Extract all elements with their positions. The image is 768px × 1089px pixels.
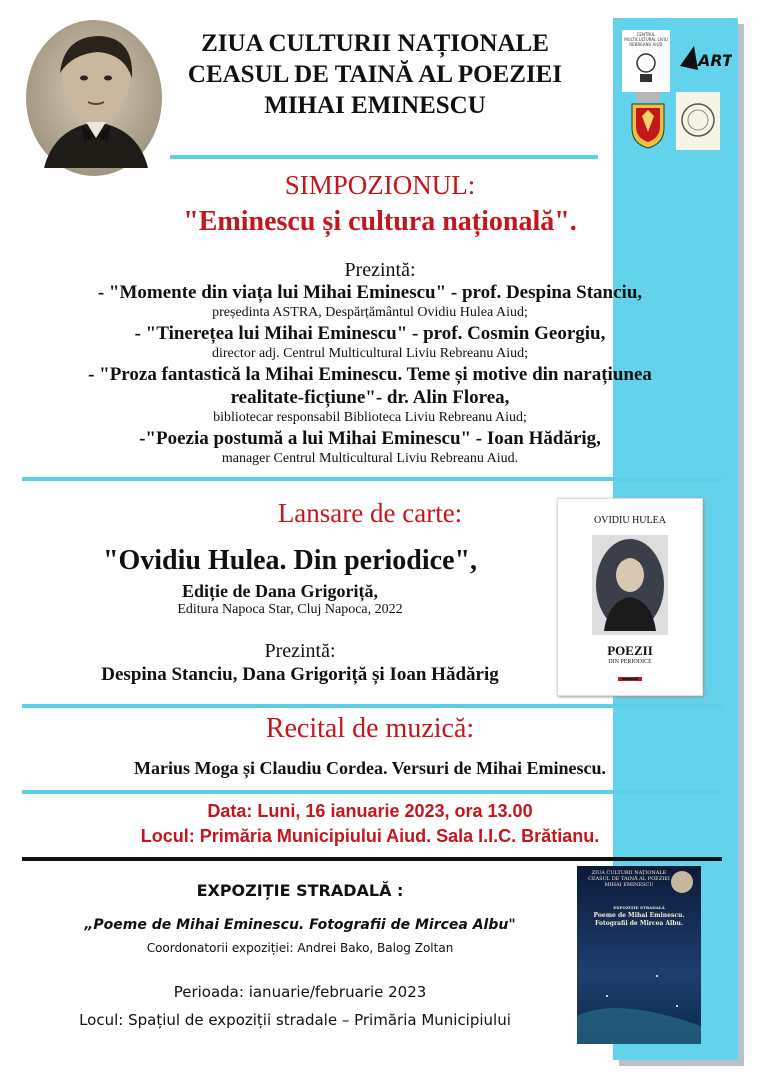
book-publisher: Editura Napoca Star, Cluj Napoca, 2022: [177, 602, 403, 617]
book-launch-heading: Lansare de carte:: [277, 498, 463, 528]
poster-line-2: CEASUL DE TAINĂ AL POEZIEI: [588, 876, 670, 882]
talk-3-title-cont: realitate-ficțiune"- dr. Alin Florea,: [230, 387, 510, 408]
book-title: "Ovidiu Hulea. Din periodice",: [102, 545, 478, 576]
book-cover-subtitle: DIN PERIODICE: [608, 659, 652, 665]
logo-text: CENTRUL MULTICULTURAL LIVIU REBREANU AIUD: [624, 32, 668, 47]
exhibition-title: „Poeme de Mihai Eminescu. Fotografii de Mircea Albu": [84, 917, 516, 933]
symposium-presents-label: Prezintă:: [344, 259, 416, 281]
poster-line-6: Fotografii de Mircea Albu.: [595, 920, 683, 927]
book-presents-label: Prezintă:: [264, 640, 336, 662]
poster-line-3: MIHAI EMINESCU: [604, 882, 654, 888]
divider-black: [22, 857, 722, 861]
divider: [22, 704, 722, 708]
astra-seal-icon: [676, 92, 720, 150]
symposium-heading: SIMPOZIONUL:: [284, 170, 476, 200]
coat-of-arms-icon: [628, 92, 668, 150]
exhibition-location: Locul: Spațiul de expoziții stradale – Primăria Municipiului: [79, 1011, 511, 1029]
divider: [22, 790, 722, 794]
art-logo-text: ART: [698, 51, 732, 70]
symposium-talks: [20, 281, 720, 468]
book-cover-portrait: [592, 535, 668, 635]
poster-line-1: ZIUA CULTURII NAȚIONALE: [591, 870, 667, 876]
talk-1-role: președinta ASTRA, Despărțământul Ovidiu Hulea Aiud;: [212, 305, 528, 320]
book-edition: Ediție de Dana Grigoriță,: [182, 581, 378, 601]
recital-performers: Marius Moga și Claudiu Cordea. Versuri de Mihai Eminescu.: [133, 758, 607, 778]
header-line-2: CEASUL DE TAINĂ AL POEZIEI: [187, 61, 563, 88]
publisher-mark-icon: [618, 674, 642, 684]
poster-subtext: [581, 904, 697, 928]
header-title: [140, 28, 610, 121]
exhibition-period: Perioada: ianuarie/februarie 2023: [173, 983, 427, 1001]
talk-3-role: bibliotecar responsabil Biblioteca Liviu Rebreanu Aiud;: [213, 410, 527, 425]
building-icon: [622, 47, 670, 87]
logo-centru-multicultural: [622, 30, 670, 92]
book-presenters: Despina Stanciu, Dana Grigoriță și Ioan Hădărig: [101, 664, 499, 685]
talk-4-role: manager Centrul Multicultural Liviu Rebreanu Aiud.: [221, 451, 519, 466]
recital-heading: Recital de muzică:: [265, 713, 475, 744]
header-line-1: ZIUA CULTURII NAȚIONALE: [201, 30, 549, 57]
talk-2-role: director adj. Centrul Multicultural Liviu Rebreanu Aiud;: [211, 346, 529, 361]
header-line-3: MIHAI EMINESCU: [264, 92, 486, 119]
exhibition-poster: [577, 866, 701, 1044]
poster-background: [577, 866, 701, 1044]
event-location: Locul: Primăria Municipiului Aiud. Sala I.I.C. Brătianu.: [140, 826, 600, 846]
event-date: Data: Luni, 16 ianuarie 2023, ora 13.00: [207, 801, 533, 821]
poster-text: [581, 870, 677, 888]
book-cover-author: OVIDIU HULEA: [594, 515, 666, 526]
exhibition-coordinators: Coordonatorii expoziției: Andrei Bako, Balog Zoltan: [146, 941, 454, 955]
divider: [22, 477, 722, 481]
book-cover-title: POEZII: [607, 643, 653, 658]
poster-line-4: EXPOZIȚIE STRADALĂ: [613, 905, 665, 910]
poster-line-5: Poeme de Mihai Eminescu.: [593, 912, 685, 919]
book-cover: [557, 498, 703, 696]
talk-1-title: - "Momente din viața lui Mihai Eminescu" - prof. Despina Stanciu,: [97, 282, 643, 303]
talk-4-title: -"Poezia postumă a lui Mihai Eminescu" - Ioan Hădărig,: [139, 428, 601, 449]
logo-art: [676, 40, 732, 76]
divider: [170, 155, 598, 159]
exhibition-heading: EXPOZIȚIE STRADALĂ :: [196, 881, 404, 900]
art-logo-icon: [676, 40, 732, 76]
talk-2-title: - "Tinerețea lui Mihai Eminescu" - prof. Cosmin Georgiu,: [134, 323, 606, 344]
talk-3-title: - "Proza fantastică la Mihai Eminescu. Teme și motive din narațiunea: [88, 364, 652, 385]
symposium-title: "Eminescu și cultura națională".: [183, 206, 577, 237]
logo-astra: [676, 92, 720, 150]
